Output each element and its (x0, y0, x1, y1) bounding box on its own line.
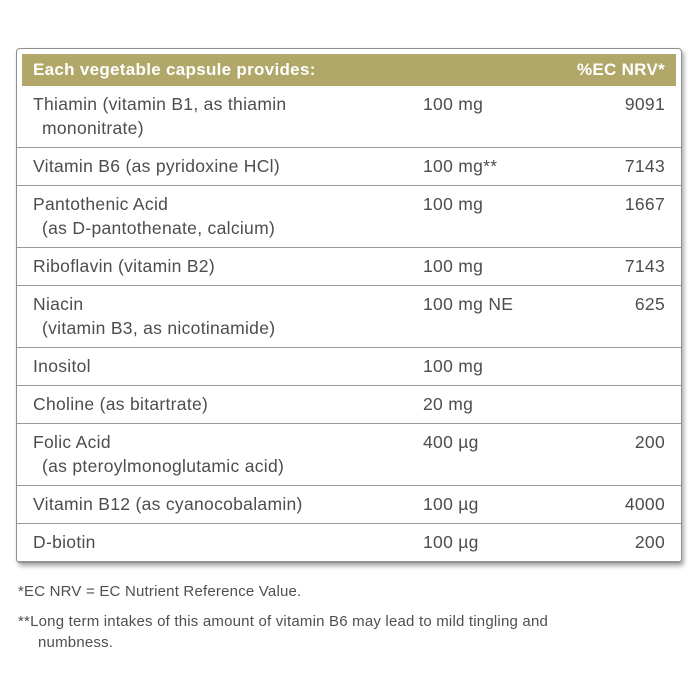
nutrient-nrv: 9091 (624, 94, 665, 114)
nutrient-name (33, 92, 423, 140)
nutrient-name-line1: Inositol (33, 356, 91, 376)
nutrient-name (33, 392, 423, 416)
nutrient-name-line1: Thiamin (vitamin B1, as thiamin (33, 94, 287, 114)
nutrient-amount: 100 mg (423, 194, 484, 214)
nutrient-name-line2: (as D-pantothenate, calcium) (42, 218, 276, 238)
table-row (17, 248, 681, 286)
nutrient-name-line1: Vitamin B6 (as pyridoxine HCl) (33, 156, 280, 176)
table-row (17, 286, 681, 348)
nutrient-nrv: 200 (634, 532, 665, 552)
nutrient-nrv: 200 (634, 432, 665, 452)
nutrient-name-line2: (vitamin B3, as nicotinamide) (42, 318, 276, 338)
nutrient-name-line1: Choline (as bitartrate) (33, 394, 209, 414)
nutrient-name (33, 530, 423, 554)
nutrient-name (33, 430, 423, 478)
nutrient-nrv: 4000 (624, 494, 665, 514)
nutrient-nrv: 1667 (624, 194, 665, 214)
table-row (17, 186, 681, 248)
table-row (17, 386, 681, 424)
nutrient-amount: 100 mg (423, 256, 484, 276)
nutrient-name-line1: Folic Acid (33, 432, 111, 452)
table-header (22, 54, 676, 86)
nutrient-name (33, 192, 423, 240)
footnote-ec-nrv: *EC NRV = EC Nutrient Reference Value. (18, 583, 302, 600)
table-row (17, 86, 681, 148)
nutrient-name (33, 254, 423, 278)
nutrient-amount: 100 mg (423, 94, 484, 114)
nutrient-amount: 400 µg (423, 432, 479, 452)
nutrient-name-line1: D-biotin (33, 532, 96, 552)
nutrient-name-line1: Niacin (33, 294, 84, 314)
table-row (17, 148, 681, 186)
nutrient-amount: 100 mg (423, 356, 484, 376)
supplement-facts-panel (16, 48, 682, 563)
nutrient-nrv: 625 (634, 294, 665, 314)
nutrient-amount: 100 mg** (423, 156, 498, 176)
nutrient-name-line1: Pantothenic Acid (33, 194, 169, 214)
footnote-vitamin-b6-warning: **Long term intakes of this amount of vitamin B6 may lead to mild tingling and numbness. (18, 613, 549, 651)
nutrient-amount: 20 mg (423, 394, 474, 414)
table-rows (17, 86, 681, 562)
table-row (17, 486, 681, 524)
nutrient-name (33, 354, 423, 378)
nutrient-name (33, 492, 423, 516)
nutrient-name-line2: (as pteroylmonoglutamic acid) (42, 456, 285, 476)
nutrient-name-line1: Riboflavin (vitamin B2) (33, 256, 215, 276)
table-row (17, 348, 681, 386)
table-row (17, 424, 681, 486)
nutrient-name (33, 154, 423, 178)
nutrient-amount: 100 µg (423, 532, 479, 552)
nutrient-name (33, 292, 423, 340)
nutrient-nrv: 7143 (624, 156, 665, 176)
nutrient-amount: 100 µg (423, 494, 479, 514)
nutrient-nrv: 7143 (624, 256, 665, 276)
table-header-nrv-label: %EC NRV* (576, 60, 665, 79)
nutrient-amount: 100 mg NE (423, 294, 514, 314)
table-header-title: Each vegetable capsule provides: (33, 60, 316, 79)
nutrient-name-line1: Vitamin B12 (as cyanocobalamin) (33, 494, 303, 514)
table-row (17, 524, 681, 562)
nutrient-name-line2: mononitrate) (42, 118, 144, 138)
footnotes (18, 581, 700, 653)
